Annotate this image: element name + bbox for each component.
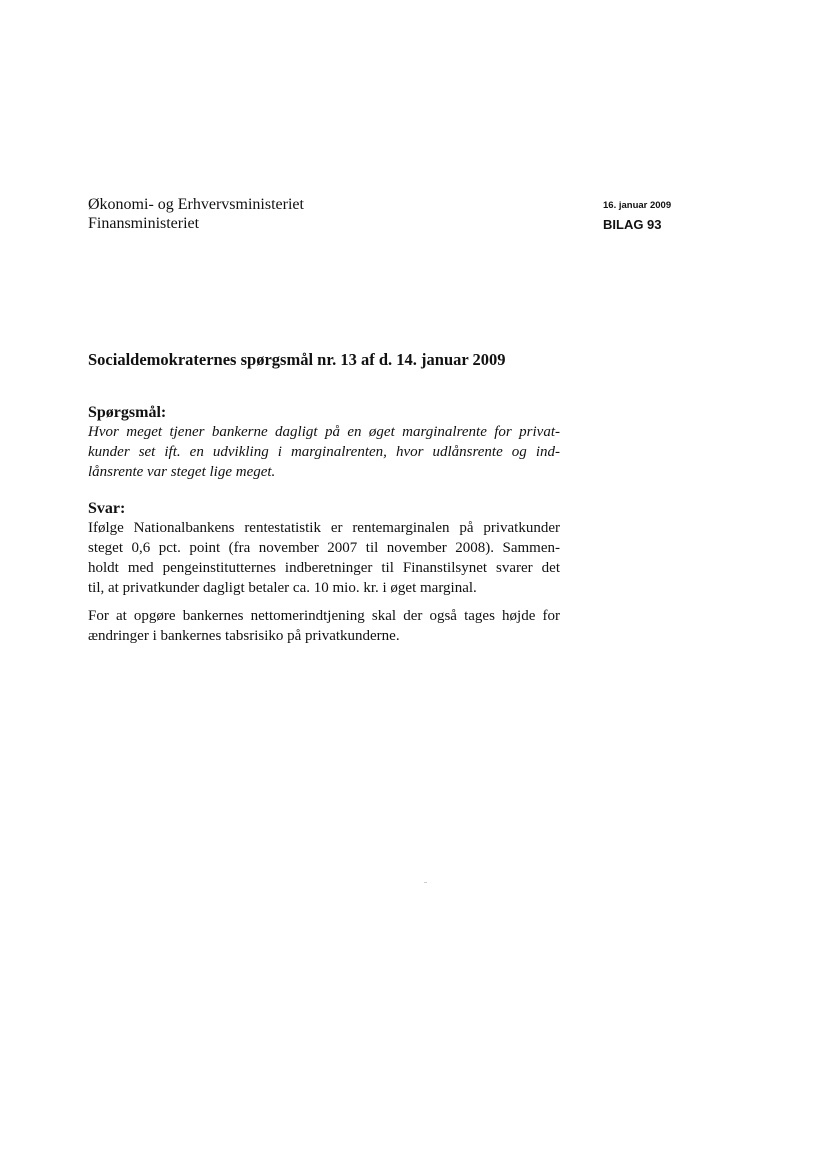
question-line: Hvor meget tjener bankerne dagligt på en øget marginalrente for privat- [88, 424, 560, 440]
question-text [88, 422, 560, 482]
answer-line: Ifølge Nationalbankens rentestatistik er rentemarginalen på privatkunder [88, 520, 560, 536]
scan-speck [424, 882, 427, 883]
sender-finance-ministry: Finansministeriet [88, 215, 200, 232]
question-section [88, 403, 560, 482]
document-meta [603, 200, 671, 233]
question-line: kunder set ift. en udvikling i marginalrenten, hvor udlånsrente og ind- [88, 444, 560, 460]
question-line: lånsrente var steget lige meget. [88, 464, 276, 480]
sender-block [88, 195, 304, 233]
additional-paragraph [88, 606, 560, 646]
additional-line: ændringer i bankernes tabsrisiko på privatkunderne. [88, 628, 400, 644]
answer-line: til, at privatkunder dagligt betaler ca. 10 mio. kr. i øget marginal. [88, 580, 477, 596]
answer-text [88, 518, 560, 598]
document-date: 16. januar 2009 [603, 200, 672, 211]
bilag-number: BILAG 93 [603, 217, 662, 232]
additional-line: For at opgøre bankernes nettomerindtjening skal der også tages højde for [88, 608, 560, 624]
answer-heading: Svar: [88, 500, 126, 517]
sender-ministry: Økonomi- og Erhvervsministeriet [88, 196, 304, 213]
answer-line: holdt med pengeinstitutternes indberetninger til Finanstilsynet svarer det [88, 560, 560, 576]
additional-text [88, 606, 560, 646]
question-heading: Spørgsmål: [88, 404, 167, 421]
answer-section [88, 499, 560, 598]
page-title: Socialdemokraternes spørgsmål nr. 13 af d. 14. januar 2009 [88, 350, 506, 369]
answer-line: steget 0,6 pct. point (fra november 2007 til november 2008). Sammen- [88, 540, 560, 556]
